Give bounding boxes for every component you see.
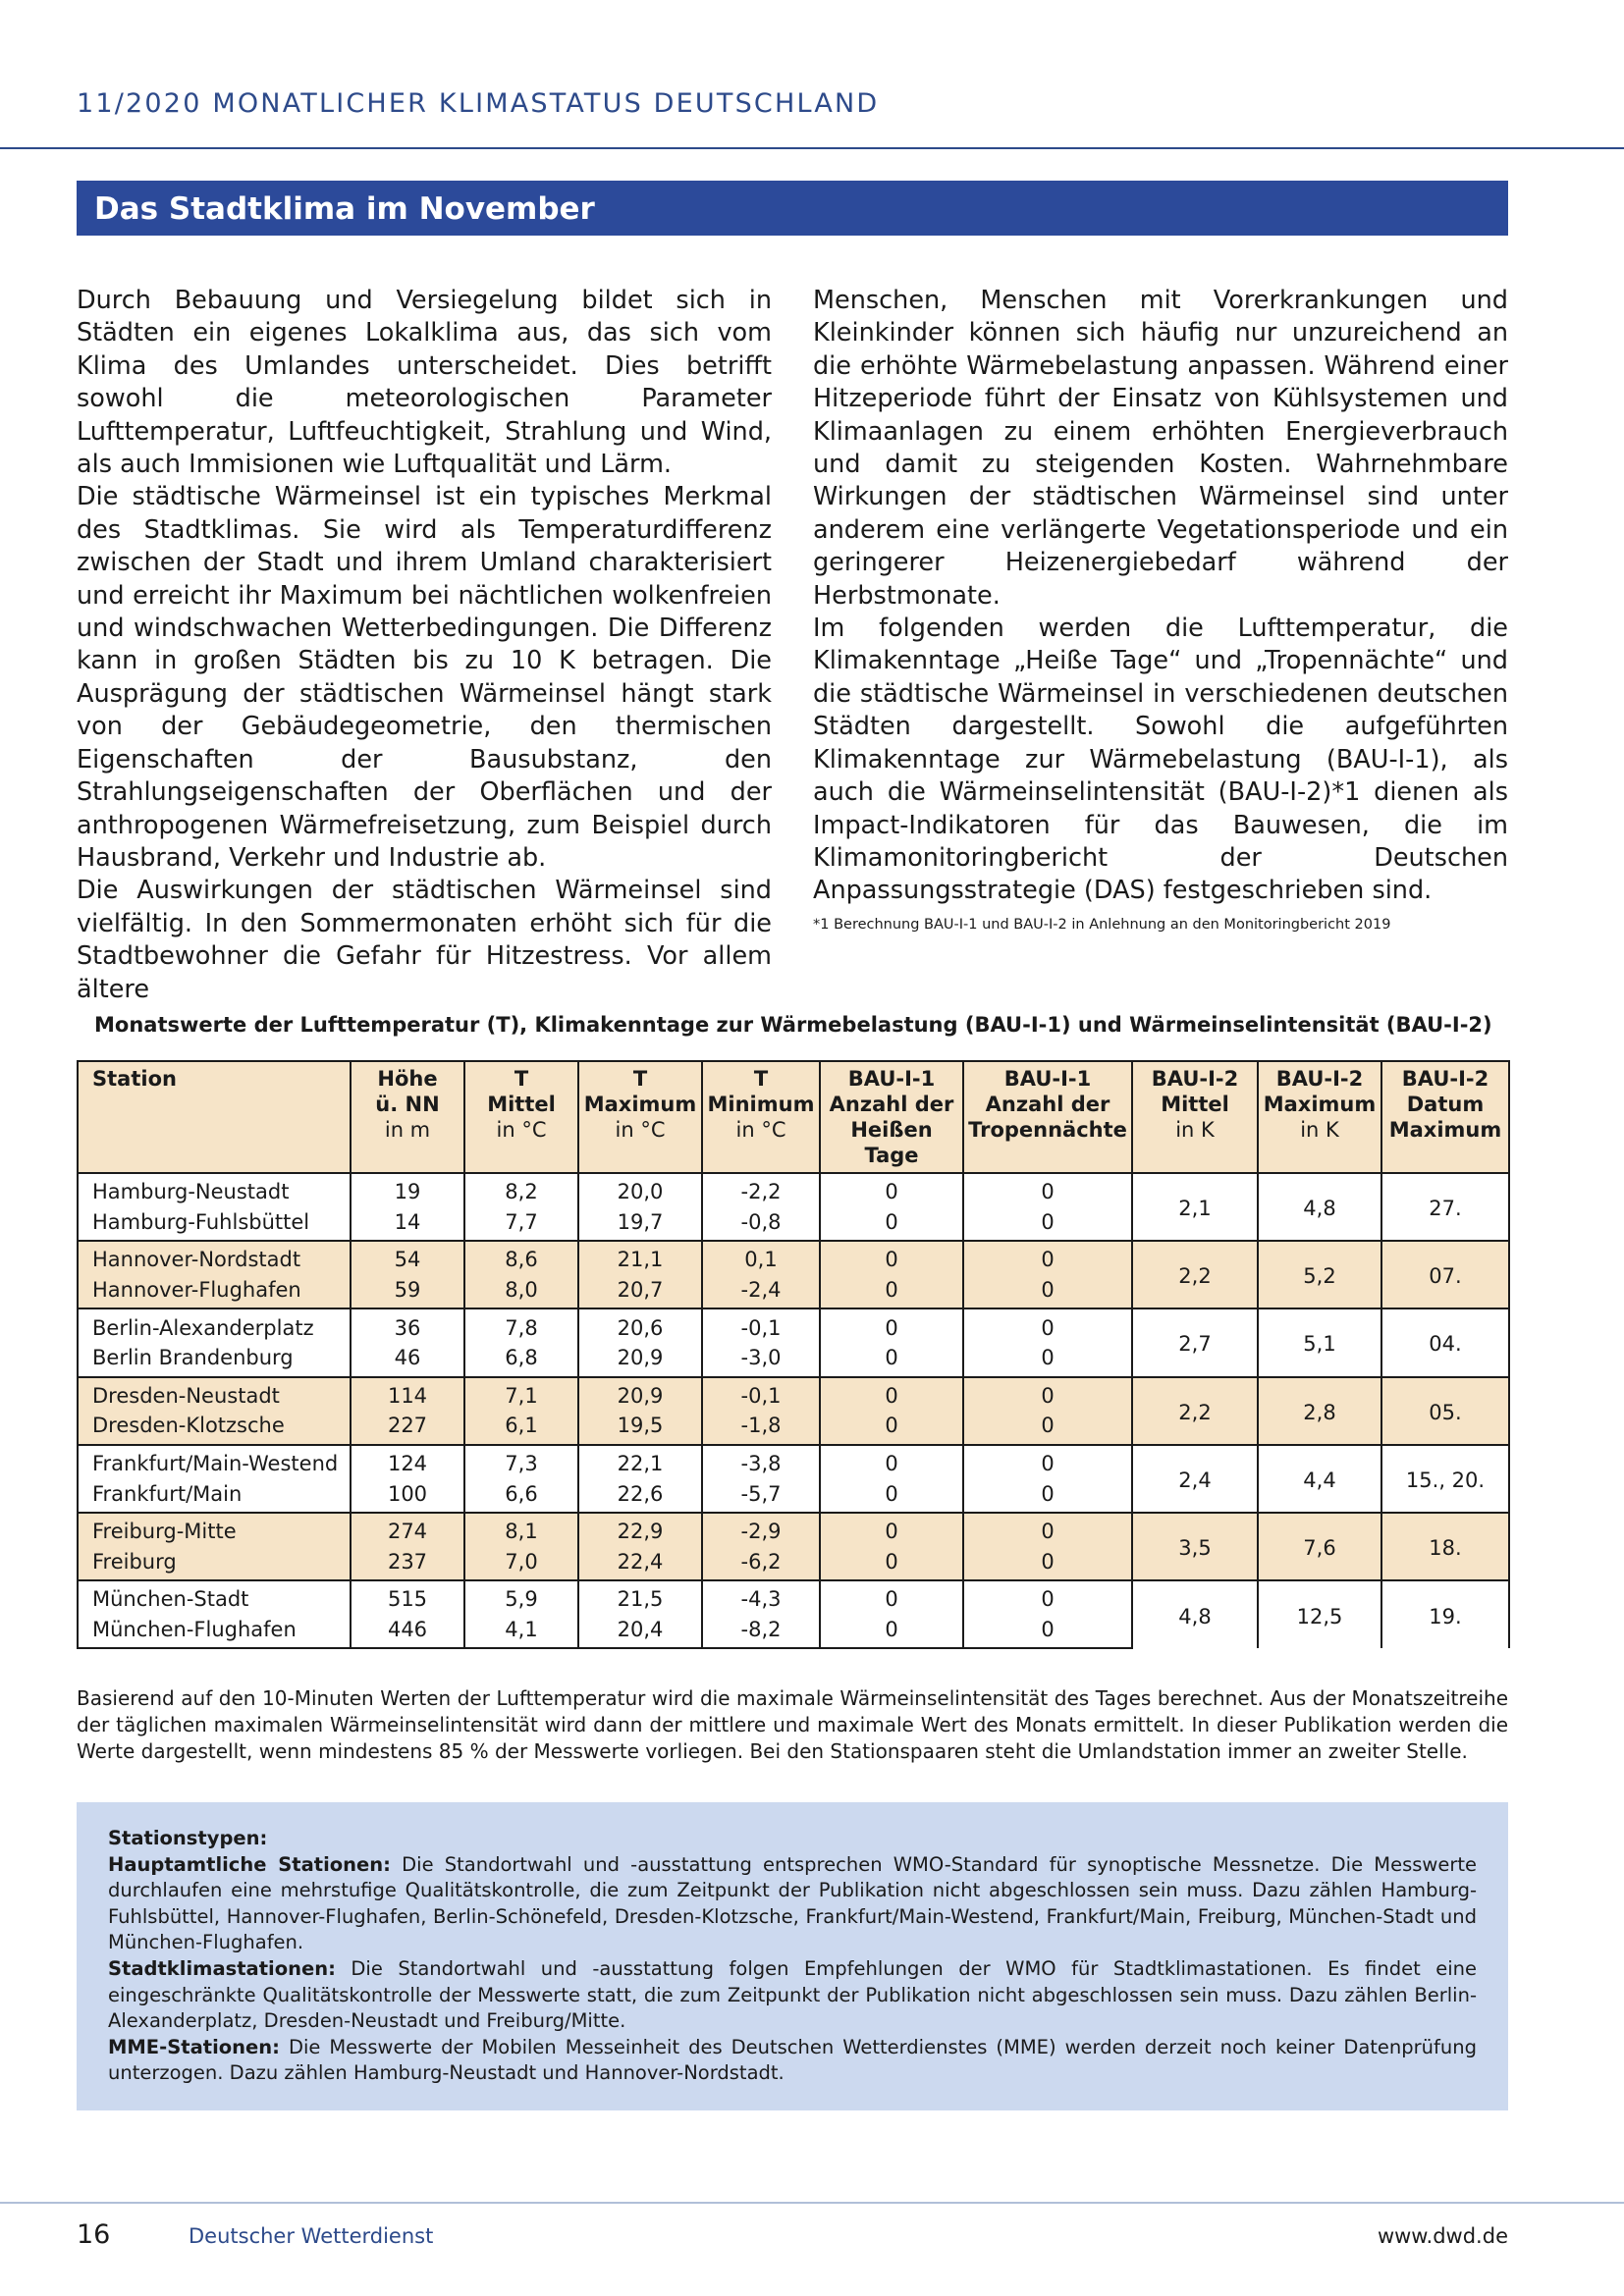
table-row bbox=[78, 1445, 1509, 1479]
table-cell: 0,1 bbox=[702, 1241, 820, 1275]
table-cell: 59 bbox=[351, 1275, 464, 1309]
table-cell: 0 bbox=[963, 1445, 1132, 1479]
column-header-line: Datum bbox=[1406, 1093, 1485, 1116]
table-cell: 20,9 bbox=[578, 1343, 702, 1377]
section-title-bar bbox=[77, 181, 1508, 236]
merged-cell: 5,1 bbox=[1258, 1308, 1381, 1376]
table-cell: 7,8 bbox=[464, 1308, 578, 1343]
table-cell: -0,1 bbox=[702, 1377, 820, 1412]
column-header-line: Anzahl der bbox=[829, 1093, 954, 1116]
merged-cell: 3,5 bbox=[1132, 1513, 1258, 1580]
table-cell: 20,9 bbox=[578, 1377, 702, 1412]
table-cell: 6,6 bbox=[464, 1478, 578, 1513]
table-cell: 8,6 bbox=[464, 1241, 578, 1275]
column-header-line: T bbox=[753, 1067, 769, 1091]
merged-cell: 2,1 bbox=[1132, 1173, 1258, 1241]
table-cell: 20,7 bbox=[578, 1275, 702, 1309]
table-cell: -0,1 bbox=[702, 1308, 820, 1343]
merged-cell: 5,2 bbox=[1258, 1241, 1381, 1308]
merged-cell: 18. bbox=[1381, 1513, 1509, 1580]
station-name-cell: Dresden-Klotzsche bbox=[78, 1411, 351, 1445]
column-header bbox=[78, 1061, 351, 1173]
table-cell: 0 bbox=[820, 1308, 963, 1343]
table-cell: 0 bbox=[963, 1513, 1132, 1547]
table-cell: 21,5 bbox=[578, 1580, 702, 1615]
table-cell: 0 bbox=[963, 1173, 1132, 1207]
column-unit: in K bbox=[1300, 1118, 1339, 1142]
table-cell: 0 bbox=[820, 1478, 963, 1513]
table-cell: 46 bbox=[351, 1343, 464, 1377]
table-row bbox=[78, 1241, 1509, 1275]
table-cell: 0 bbox=[963, 1580, 1132, 1615]
paragraph: Menschen, Menschen mit Vorerkrankungen und Kleinkinder können sich häufig nur unzureichend an die erhöhte Wärmebelastung anpassen. Während einer Hitzeperiode führt der Einsatz von Kühlsystemen und Klimaanlagen zu einem erhöhten Energieverbrauch und damit zu steigenden Kosten. Wahrnehmbare Wirkungen der städtischen Wärmeinsel sind unter anderem eine verlängerte Vegetationsperiode und ein geringerer Heizenergiebedarf während der Herbstmonate. bbox=[813, 286, 1508, 611]
table-cell: 22,1 bbox=[578, 1445, 702, 1479]
table-row bbox=[78, 1308, 1509, 1343]
body-column-left bbox=[77, 285, 772, 1006]
column-unit: in °C bbox=[496, 1118, 547, 1142]
column-unit: in °C bbox=[735, 1118, 786, 1142]
station-name-cell: München-Stadt bbox=[78, 1580, 351, 1615]
column-header bbox=[963, 1061, 1132, 1173]
column-header-line: Tropennächte bbox=[968, 1118, 1127, 1142]
table-cell: 446 bbox=[351, 1615, 464, 1649]
station-type-label: MME-Stationen: bbox=[108, 2035, 280, 2058]
table-row bbox=[78, 1173, 1509, 1207]
paragraph: Die städtische Wärmeinsel ist ein typisches Merkmal des Stadtklimas. Sie wird als Temperaturdifferenz zwischen der Stadt und ihrem Umland charakterisiert und erreicht ihr Maximum bei nächtlichen wolkenfreien und windschwachen Wetterbedingungen. Die Differenz kann in großen Städten bis zu 10 K betragen. Die Ausprägung der städtischen Wärmeinsel hängt stark von der Gebäudegeometrie, den thermischen Eigenschaften der Bausubstanz, den Strahlungseigenschaften der Oberflächen und der anthropogenen Wärmefreisetzung, zum Beispiel durch Hausbrand, Verkehr und Industrie ab. bbox=[77, 482, 772, 873]
paragraph: Die Auswirkungen der städtischen Wärmeinsel sind vielfältig. In den Sommermonaten erhöht sich für die Stadtbewohner die Gefahr für Hitzestress. Vor allem ältere bbox=[77, 876, 772, 1004]
climate-data-table bbox=[77, 1060, 1510, 1649]
table-cell: 14 bbox=[351, 1207, 464, 1242]
table-header bbox=[78, 1061, 1509, 1173]
table-cell: -8,2 bbox=[702, 1615, 820, 1649]
column-header-line: ü. NN bbox=[375, 1093, 440, 1116]
table-cell: 0 bbox=[963, 1343, 1132, 1377]
column-header bbox=[464, 1061, 578, 1173]
table-cell: 124 bbox=[351, 1445, 464, 1479]
table-cell: 0 bbox=[820, 1173, 963, 1207]
merged-cell: 2,2 bbox=[1132, 1377, 1258, 1445]
paragraph: Durch Bebauung und Versiegelung bildet sich in Städten ein eigenes Lokalklima aus, das sich vom Klima des Umlandes unterscheidet. Dies betrifft sowohl die meteorologischen Parameter Lufttemperatur, Luftfeuchtigkeit, Strahlung und Wind, als auch Immisionen wie Luftqualität und Lärm. bbox=[77, 286, 772, 480]
running-header: 11/2020 MONATLICHER KLIMASTATUS DEUTSCHLAND bbox=[77, 88, 880, 119]
merged-cell: 4,8 bbox=[1258, 1173, 1381, 1241]
column-header bbox=[351, 1061, 464, 1173]
footer-url[interactable]: www.dwd.de bbox=[1377, 2224, 1508, 2248]
body-column-right bbox=[813, 285, 1508, 908]
table-header-row bbox=[78, 1061, 1509, 1173]
table-cell: 0 bbox=[963, 1275, 1132, 1309]
table-cell: 8,1 bbox=[464, 1513, 578, 1547]
table-row bbox=[78, 1377, 1509, 1412]
merged-cell: 7,6 bbox=[1258, 1513, 1381, 1580]
table-cell: 5,9 bbox=[464, 1580, 578, 1615]
station-name-cell: Dresden-Neustadt bbox=[78, 1377, 351, 1412]
table-note: Basierend auf den 10-Minuten Werten der Lufttemperatur wird die maximale Wärmeinselintensität des Tages berechnet. Aus der Monatszeitreihe der täglichen maximalen Wärmeinselintensität wird dann der mittlere und maximale Wert des Monats ermittelt. In dieser Publikation werden die Werte dargestellt, wenn mindestens 85 % der Messwerte vorliegen. Bei den Stationspaaren steht die Umlandstation immer an zweiter Stelle. bbox=[77, 1686, 1508, 1763]
merged-cell: 19. bbox=[1381, 1580, 1509, 1648]
table-cell: 54 bbox=[351, 1241, 464, 1275]
table-cell: 4,1 bbox=[464, 1615, 578, 1649]
table-cell: 0 bbox=[963, 1411, 1132, 1445]
table-cell: 515 bbox=[351, 1580, 464, 1615]
table-cell: 0 bbox=[963, 1478, 1132, 1513]
station-name-cell: Hannover-Flughafen bbox=[78, 1275, 351, 1309]
station-name-cell: Hannover-Nordstadt bbox=[78, 1241, 351, 1275]
table-cell: 0 bbox=[820, 1411, 963, 1445]
table-cell: 0 bbox=[820, 1547, 963, 1581]
merged-cell: 2,8 bbox=[1258, 1377, 1381, 1445]
column-header-line: Maximum bbox=[1263, 1093, 1377, 1116]
station-type-label: Stadtklimastationen: bbox=[108, 1956, 336, 1980]
merged-cell: 2,4 bbox=[1132, 1445, 1258, 1513]
table-cell: 100 bbox=[351, 1478, 464, 1513]
table-cell: 0 bbox=[820, 1241, 963, 1275]
table-cell: 22,6 bbox=[578, 1478, 702, 1513]
column-header-line: BAU-I-1 bbox=[1003, 1067, 1092, 1091]
column-unit: in °C bbox=[615, 1118, 666, 1142]
table-cell: -6,2 bbox=[702, 1547, 820, 1581]
table-cell: -2,2 bbox=[702, 1173, 820, 1207]
table-row bbox=[78, 1580, 1509, 1615]
table-cell: 0 bbox=[963, 1308, 1132, 1343]
column-unit: in K bbox=[1175, 1118, 1215, 1142]
table-cell: 8,2 bbox=[464, 1173, 578, 1207]
column-header bbox=[820, 1061, 963, 1173]
table-cell: -2,9 bbox=[702, 1513, 820, 1547]
table-cell: 7,1 bbox=[464, 1377, 578, 1412]
table-cell: 19,5 bbox=[578, 1411, 702, 1445]
table-cell: 0 bbox=[963, 1241, 1132, 1275]
table-cell: 114 bbox=[351, 1377, 464, 1412]
column-header-line: BAU-I-1 bbox=[847, 1067, 936, 1091]
table-cell: -3,8 bbox=[702, 1445, 820, 1479]
column-header-line: T bbox=[632, 1067, 648, 1091]
merged-cell: 2,7 bbox=[1132, 1308, 1258, 1376]
column-header-line: Anzahl der bbox=[985, 1093, 1110, 1116]
merged-cell: 4,8 bbox=[1132, 1580, 1258, 1648]
table-row bbox=[78, 1513, 1509, 1547]
column-header-line: Maximum bbox=[583, 1093, 697, 1116]
station-types-box bbox=[77, 1802, 1508, 2110]
table-cell: -4,3 bbox=[702, 1580, 820, 1615]
merged-cell: 07. bbox=[1381, 1241, 1509, 1308]
header-divider bbox=[0, 147, 1624, 149]
table-cell: 0 bbox=[820, 1377, 963, 1412]
table-cell: 22,4 bbox=[578, 1547, 702, 1581]
table-cell: -3,0 bbox=[702, 1343, 820, 1377]
table-cell: 227 bbox=[351, 1411, 464, 1445]
column-header-line: Station bbox=[92, 1067, 177, 1091]
table-cell: -2,4 bbox=[702, 1275, 820, 1309]
table-cell: -5,7 bbox=[702, 1478, 820, 1513]
column-header bbox=[1132, 1061, 1258, 1173]
table-cell: 0 bbox=[820, 1445, 963, 1479]
table-cell: 0 bbox=[963, 1377, 1132, 1412]
station-type-label: Hauptamtliche Stationen: bbox=[108, 1852, 391, 1876]
table-cell: 0 bbox=[963, 1207, 1132, 1242]
table-cell: 20,4 bbox=[578, 1615, 702, 1649]
table-cell: 0 bbox=[820, 1275, 963, 1309]
table-cell: 274 bbox=[351, 1513, 464, 1547]
paragraph: Im folgenden werden die Lufttemperatur, die Klimakenntage „Heiße Tage“ und „Tropennächte“ und die städtische Wärmeinsel in verschiedenen deutschen Städten dargestellt. Sowohl die aufgeführten Klimakenntage zur Wärmebelastung (BAU-I-1), als auch die Wärmeinselintensität (BAU-I-2)*1 dienen als Impact-Indikatoren für das Bauwesen, die im Klimamonitoringbericht der Deutschen Anpassungsstrategie (DAS) festgeschrieben sind. bbox=[813, 614, 1508, 906]
footer-organization: Deutscher Wetterdienst bbox=[189, 2224, 434, 2248]
station-types-content bbox=[108, 1826, 1477, 2087]
station-name-cell: Freiburg-Mitte bbox=[78, 1513, 351, 1547]
merged-cell: 2,2 bbox=[1132, 1241, 1258, 1308]
table-body bbox=[78, 1173, 1509, 1648]
station-type-text: Die Messwerte der Mobilen Messeinheit des Deutschen Wetterdienstes (MME) werden derzeit noch keiner Datenprüfung unterzogen. Dazu zählen Hamburg-Neustadt und Hannover-Nordstadt. bbox=[108, 2035, 1477, 2085]
table-cell: 0 bbox=[820, 1207, 963, 1242]
footnote: *1 Berechnung BAU-I-1 und BAU-I-2 in Anlehnung an den Monitoringbericht 2019 bbox=[813, 917, 1391, 933]
table-cell: 8,0 bbox=[464, 1275, 578, 1309]
table-cell: 19,7 bbox=[578, 1207, 702, 1242]
station-type-text: Die Standortwahl und -ausstattung entsprechen WMO-Standard für synoptische Messnetze. Die Messwerte durchlaufen eine mehrstufige Qualitätskontrolle, die zum Zeitpunkt der Publikation nicht abgeschlossen sein muss. Dazu zählen Hamburg-Fuhlsbüttel, Hannover-Flughafen, Berlin-Schönefeld, Dresden-Klotzsche, Frankfurt/Main-Westend, Frankfurt/Main, Freiburg, München-Stadt und München-Flughafen. bbox=[108, 1852, 1478, 1954]
column-header bbox=[1381, 1061, 1509, 1173]
table-cell: 19 bbox=[351, 1173, 464, 1207]
table-cell: 6,1 bbox=[464, 1411, 578, 1445]
table-cell: 36 bbox=[351, 1308, 464, 1343]
table-cell: 0 bbox=[820, 1615, 963, 1649]
station-name-cell: Berlin Brandenburg bbox=[78, 1343, 351, 1377]
merged-cell: 4,4 bbox=[1258, 1445, 1381, 1513]
column-header-line: Mittel bbox=[1161, 1093, 1229, 1116]
column-header-line: BAU-I-2 bbox=[1275, 1067, 1364, 1091]
table-cell: 0 bbox=[963, 1547, 1132, 1581]
station-type-text: Die Standortwahl und -ausstattung folgen Empfehlungen der WMO für Stadtklimastationen. Es findet eine eingeschränkte Qualitätskontrolle der Messwerte statt, die zum Zeitpunkt der Publikation nicht abgeschlossen sein muss. Dazu zählen Berlin-Alexanderplatz, Dresden-Neustadt und Freiburg/Mitte. bbox=[108, 1956, 1477, 2033]
table-cell: 0 bbox=[820, 1580, 963, 1615]
section-title: Das Stadtklima im November bbox=[94, 191, 595, 227]
table-cell: -1,8 bbox=[702, 1411, 820, 1445]
station-name-cell: Frankfurt/Main bbox=[78, 1478, 351, 1513]
column-header-line: Mittel bbox=[487, 1093, 556, 1116]
footer-divider bbox=[0, 2202, 1624, 2204]
station-name-cell: Freiburg bbox=[78, 1547, 351, 1581]
column-header-line: BAU-I-2 bbox=[1401, 1067, 1489, 1091]
column-header-line: T bbox=[514, 1067, 529, 1091]
column-header bbox=[1258, 1061, 1381, 1173]
table-cell: 7,7 bbox=[464, 1207, 578, 1242]
merged-cell: 27. bbox=[1381, 1173, 1509, 1241]
station-name-cell: München-Flughafen bbox=[78, 1615, 351, 1649]
table-cell: 20,0 bbox=[578, 1173, 702, 1207]
page-number: 16 bbox=[77, 2219, 111, 2250]
merged-cell: 15., 20. bbox=[1381, 1445, 1509, 1513]
column-header-line: BAU-I-2 bbox=[1151, 1067, 1239, 1091]
station-name-cell: Berlin-Alexanderplatz bbox=[78, 1308, 351, 1343]
station-name-cell: Hamburg-Neustadt bbox=[78, 1173, 351, 1207]
table-cell: 22,9 bbox=[578, 1513, 702, 1547]
column-header-line: Maximum bbox=[1388, 1118, 1502, 1142]
table-cell: 21,1 bbox=[578, 1241, 702, 1275]
column-header bbox=[702, 1061, 820, 1173]
column-header-line: Minimum bbox=[707, 1093, 815, 1116]
table-cell: 7,0 bbox=[464, 1547, 578, 1581]
station-types-title: Stationstypen: bbox=[108, 1827, 268, 1849]
merged-cell: 12,5 bbox=[1258, 1580, 1381, 1648]
table-cell: 0 bbox=[963, 1615, 1132, 1649]
table-cell: -0,8 bbox=[702, 1207, 820, 1242]
table-cell: 7,3 bbox=[464, 1445, 578, 1479]
merged-cell: 04. bbox=[1381, 1308, 1509, 1376]
column-header bbox=[578, 1061, 702, 1173]
merged-cell: 05. bbox=[1381, 1377, 1509, 1445]
table-caption: Monatswerte der Lufttemperatur (T), Klimakenntage zur Wärmebelastung (BAU-I-1) und Wärmeinselintensität (BAU-I-2) bbox=[94, 1013, 1492, 1037]
table-cell: 20,6 bbox=[578, 1308, 702, 1343]
table-cell: 0 bbox=[820, 1343, 963, 1377]
column-unit: in m bbox=[384, 1118, 431, 1142]
column-header-line: Heißen Tage bbox=[850, 1118, 933, 1167]
table-cell: 6,8 bbox=[464, 1343, 578, 1377]
station-name-cell: Frankfurt/Main-Westend bbox=[78, 1445, 351, 1479]
station-name-cell: Hamburg-Fuhlsbüttel bbox=[78, 1207, 351, 1242]
table-cell: 0 bbox=[820, 1513, 963, 1547]
column-header-line: Höhe bbox=[377, 1067, 438, 1091]
table-cell: 237 bbox=[351, 1547, 464, 1581]
